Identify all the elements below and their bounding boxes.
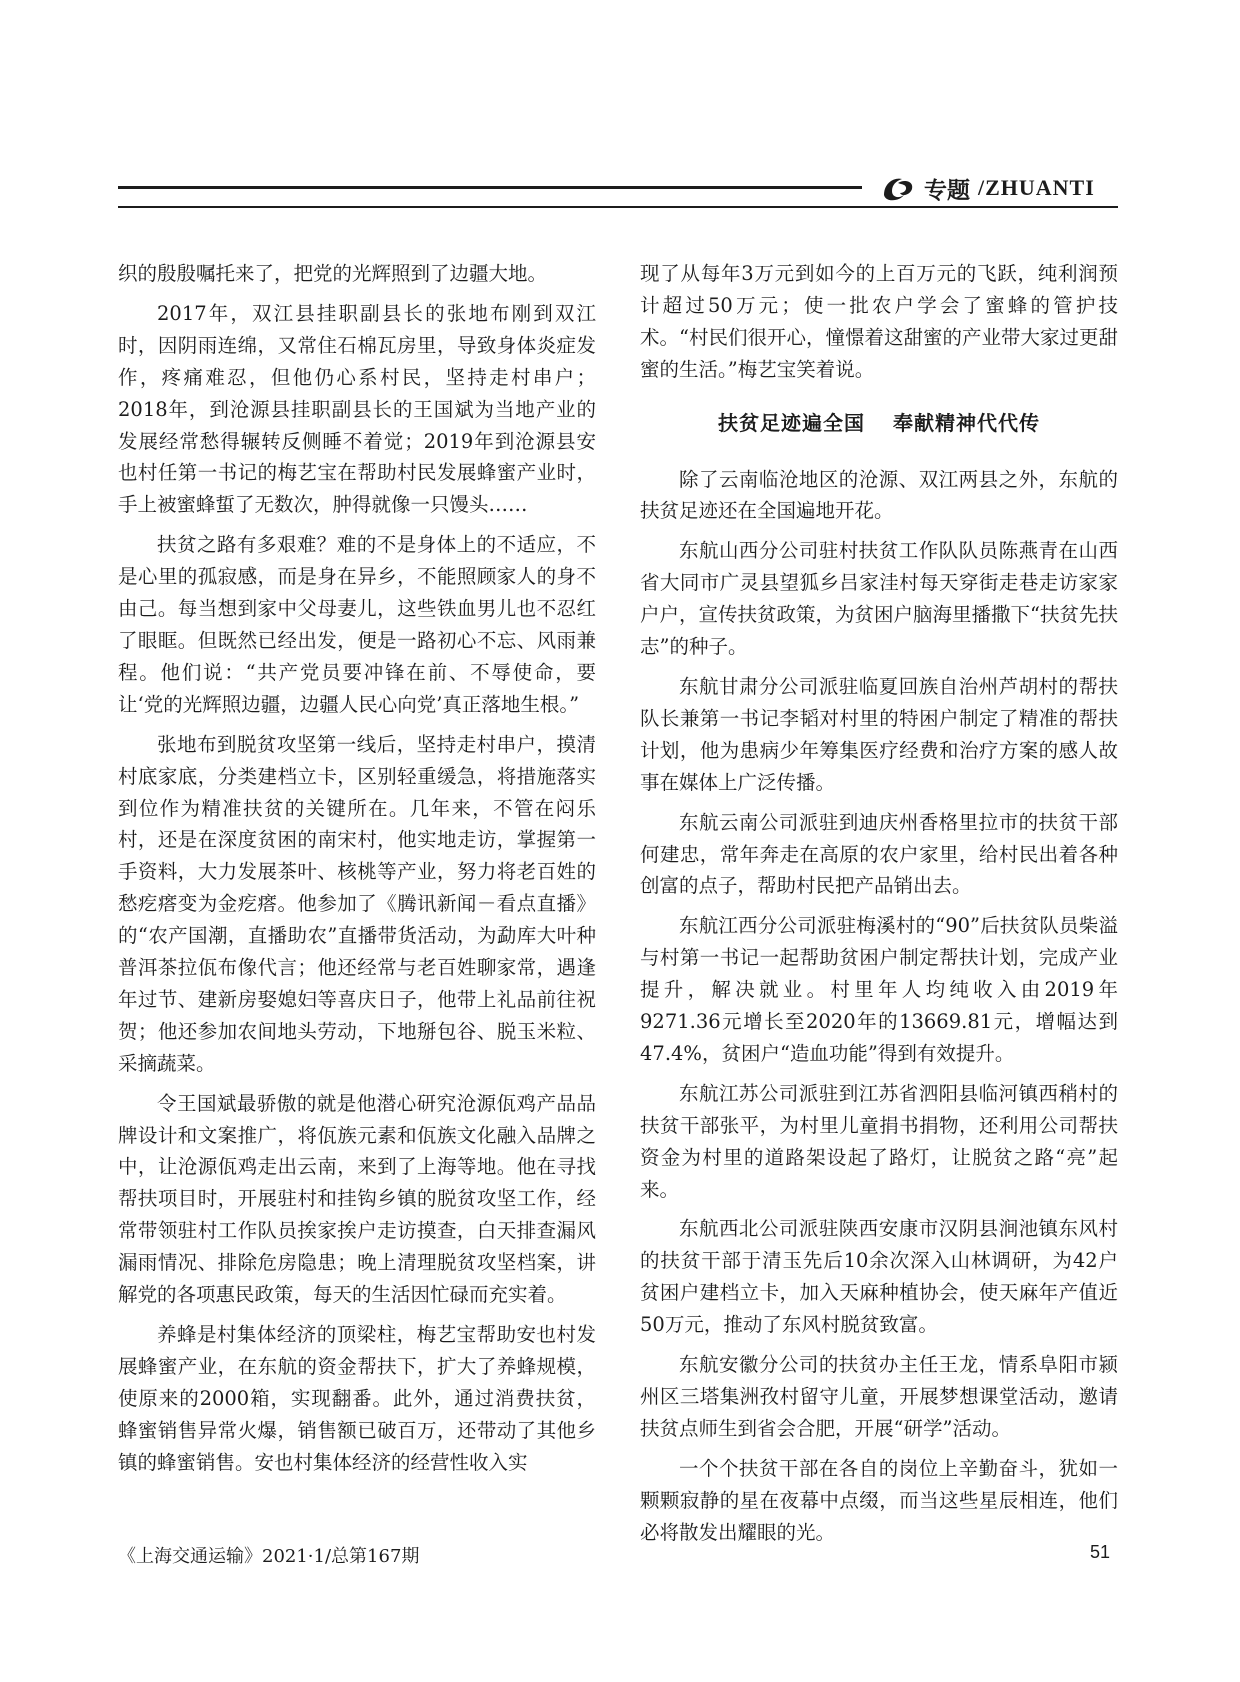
paragraph: 东航云南公司派驻到迪庆州香格里拉市的扶贫干部何建忠，常年奔走在高原的农户家里，给村民出着各种创富的点子，帮助村民把产品销出去。 [640, 810, 1118, 898]
paragraph: 东航甘肃分公司派驻临夏回族自治州芦胡村的帮扶队长兼第一书记李韬对村里的特困户制定了精准的帮扶计划，他为患病少年筹集医疗经费和治疗方案的感人故事在媒体上广泛传播。 [640, 674, 1118, 794]
section-title-en: /ZHUANTI [978, 175, 1095, 200]
paragraph: 东航西北公司派驻陕西安康市汉阴县涧池镇东风村的扶贫干部于清玉先后10余次深入山林调研，为42户贫困户建档立卡，加入天麻种植协会，使天麻年产值近50万元，推动了东风村脱贫致富。 [640, 1217, 1118, 1337]
journal-citation: 《上海交通运输》2021·1/总第167期 [118, 1546, 420, 1567]
paragraph: 张地布到脱贫攻坚第一线后，坚持走村串户，摸清村底家底，分类建档立卡，区别轻重缓急，将措施落实到位作为精准扶贫的关键所在。几年来，不管在闷乐村，还是在深度贫困的南宋村，他实地走访，掌握第一手资料，大力发展茶叶、核桃等产业，努力将老百姓的愁疙瘩变为金疙瘩。他参加了《腾讯新闻－看点直播》的“农产国潮，直播助农”直播带货活动，为勐库大叶种普洱茶拉佤布像代言；他还经常与老百姓聊家常，遇逢年过节、建新房娶媳妇等喜庆日子，他带上礼品前往祝贺；他还参加农间地头劳动，下地掰包谷、脱玉米粒、采摘蔬菜。 [118, 732, 596, 1075]
paragraph: 扶贫之路有多艰难？难的不是身体上的不适应，不是心里的孤寂感，而是身在异乡，不能照顾家人的身不由己。每当想到家中父母妻儿，这些铁血男儿也不忍红了眼眶。但既然已经出发，便是一路初心不忘、风雨兼程。他们说：“共产党员要冲锋在前、不辱使命，要让‘党的光辉照边疆，边疆人民心向党’真正落地生根。” [118, 533, 596, 716]
page-number: 51 [1090, 1542, 1111, 1562]
paragraph: 除了云南临沧地区的沧源、双江两县之外，东航的扶贫足迹还在全国遍地开花。 [640, 467, 1118, 523]
paragraph: 令王国斌最骄傲的就是他潜心研究沧源佤鸡产品品牌设计和文案推广，将佤族元素和佤族文化融入品牌之中，让沧源佤鸡走出云南，来到了上海等地。他在寻找帮扶项目时，开展驻村和挂钩乡镇的脱贫攻坚工作，经常带领驻村工作队员挨家挨户走访摸查，白天排查漏风漏雨情况、排除危房隐患；晚上清理脱贫攻坚档案，讲解党的各项惠民政策，每天的生活因忙碌而充实着。 [118, 1091, 596, 1307]
left-column [118, 258, 596, 1487]
section-title-cn: 专题 [924, 177, 970, 204]
paragraph: 东航安徽分公司的扶贫办主任王龙，情系阜阳市颍州区三塔集洲孜村留守儿童，开展梦想课堂活动，邀请扶贫点师生到省会合肥，开展“研学”活动。 [640, 1353, 1118, 1440]
magazine-logo-icon [880, 173, 916, 203]
paragraph: 织的殷殷嘱托来了，把党的光辉照到了边疆大地。 [118, 262, 548, 285]
paragraph: 东航山西分公司驻村扶贫工作队队员陈燕青在山西省大同市广灵县望狐乡吕家洼村每天穿街走巷走访家家户户，宣传扶贫政策，为贫困户脑海里播撒下“扶贫先扶志”的种子。 [640, 539, 1118, 659]
subheading-part: 奉献精神代代传 [893, 410, 1040, 435]
paragraph: 东航江苏公司派驻到江苏省泗阳县临河镇西稍村的扶贫干部张平，为村里儿童捐书捐物，还利用公司帮扶资金为村里的道路架设起了路灯，让脱贫之路“亮”起来。 [640, 1081, 1118, 1201]
paragraph: 现了从每年3万元到如今的上百万元的飞跃，纯利润预计超过50万元；使一批农户学会了蜜蜂的管护技术。“村民们很开心，憧憬着这甜蜜的产业带大家过更甜蜜的生活。”梅艺宝笑着说。 [640, 262, 1118, 381]
header-rule-thick [118, 186, 862, 189]
right-column [640, 258, 1118, 1557]
subheading [640, 408, 1118, 440]
section-header [880, 168, 1095, 208]
subheading-part: 扶贫足迹遍全国 [718, 410, 865, 435]
paragraph: 一个个扶贫干部在各自的岗位上辛勤奋斗，犹如一颗颗寂静的星在夜幕中点缀，而当这些星辰相连，他们必将散发出耀眼的光。 [640, 1456, 1118, 1544]
paragraph: 养蜂是村集体经济的顶梁柱，梅艺宝帮助安也村发展蜂蜜产业，在东航的资金帮扶下，扩大了养蜂规模，使原来的2000箱，实现翻番。此外，通过消费扶贫，蜂蜜销售异常火爆，销售额已破百万，还带动了其他乡镇的蜂蜜销售。安也村集体经济的经营性收入实 [118, 1323, 596, 1474]
paragraph: 2017年，双江县挂职副县长的张地布刚到双江时，因阴雨连绵，又常住石棉瓦房里，导致身体炎症发作，疼痛难忍，但他仍心系村民，坚持走村串户；2018年，到沧源县挂职副县长的王国斌为当地产业的发展经常愁得辗转反侧睡不着觉；2019年到沧源县安也村任第一书记的梅艺宝在帮助村民发展蜂蜜产业时，手上被蜜蜂蜇了无数次，肿得就像一只馒头…… [118, 301, 596, 517]
paragraph: 东航江西分公司派驻梅溪村的“90”后扶贫队员柴溢与村第一书记一起帮助贫困户制定帮扶计划，完成产业提升，解决就业。村里年人均纯收入由2019年9271.36元增长至2020年的13669.81元，增幅达到47.4%，贫困户“造血功能”得到有效提升。 [640, 914, 1118, 1065]
